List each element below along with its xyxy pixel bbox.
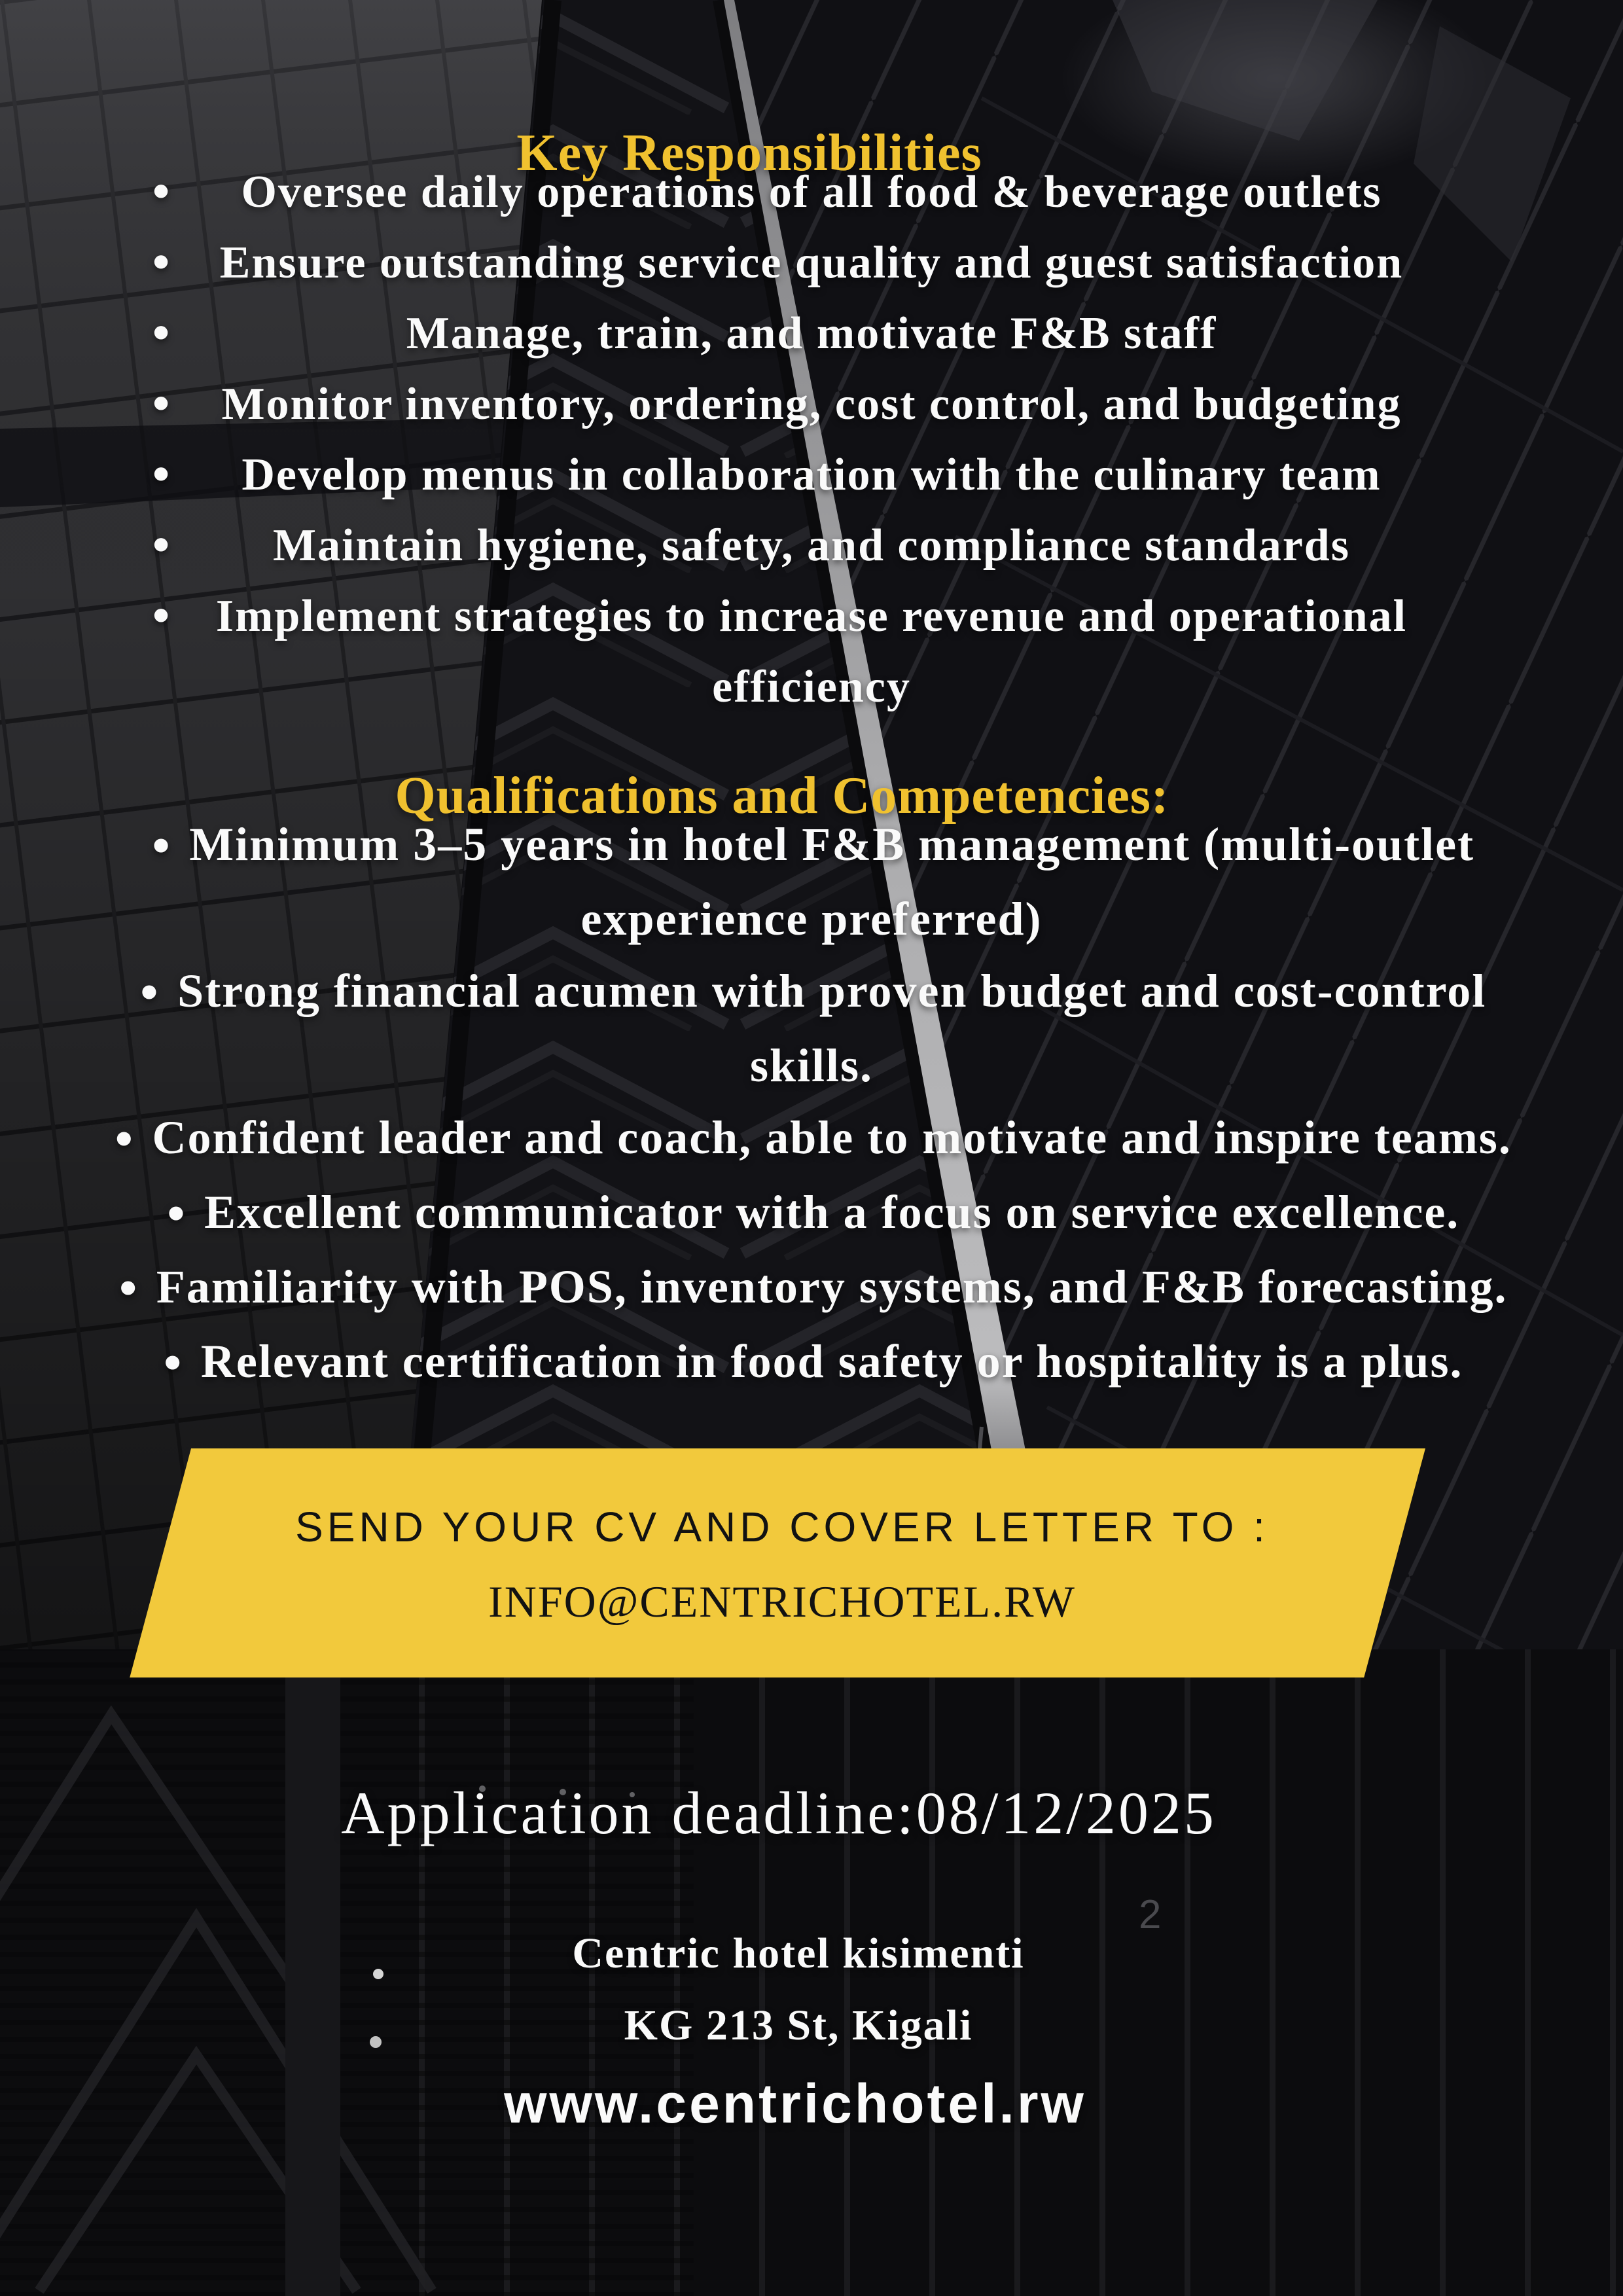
hotel-street: KG 213 St, Kigali	[624, 2001, 973, 2049]
bullet-icon: •	[149, 594, 175, 639]
responsibility-text: Ensure outstanding service quality and guest satisfaction	[219, 238, 1404, 288]
qualification-item	[85, 1102, 1538, 1176]
bullet-icon: •	[149, 241, 175, 285]
responsibility-text: Implement strategies to increase revenue and operational efficiency	[215, 591, 1408, 712]
bullet-icon: •	[111, 1117, 138, 1163]
website-url: www.centrichotel.rw	[504, 2073, 1086, 2134]
qualification-text: Familiarity with POS, inventory systems, and F&B forecasting.	[156, 1261, 1508, 1313]
bullet-icon: •	[115, 1266, 142, 1312]
responsibility-item	[149, 440, 1450, 511]
qualification-item	[85, 1325, 1538, 1400]
bullet-icon: •	[136, 971, 164, 1016]
responsibility-item	[149, 228, 1450, 298]
qualification-item	[85, 808, 1538, 955]
qualification-text: Confident leader and coach, able to motivate and inspire teams.	[152, 1111, 1512, 1164]
responsibility-text: Oversee daily operations of all food & beverage outlets	[241, 167, 1382, 217]
qualifications-heading: Qualifications and Competencies:	[395, 767, 1169, 825]
responsibility-item	[149, 157, 1450, 228]
responsibility-item	[149, 298, 1450, 369]
bullet-icon: •	[149, 382, 175, 427]
hotel-name: Centric hotel kisimenti	[572, 1929, 1025, 1977]
bullet-icon: •	[148, 824, 175, 870]
qualification-item	[85, 1251, 1538, 1325]
cta-banner-text	[167, 1491, 1397, 1640]
qualification-text: Excellent communicator with a focus on service excellence.	[204, 1186, 1460, 1238]
responsibility-text: Monitor inventory, ordering, cost control, and budgeting	[221, 379, 1402, 429]
responsibility-text: Develop menus in collaboration with the culinary team	[241, 450, 1382, 500]
qualification-text: Relevant certification in food safety or hospitality is a plus.	[200, 1335, 1463, 1388]
cta-email: INFO@CENTRICHOTEL.RW	[488, 1577, 1076, 1626]
bullet-icon: •	[163, 1192, 190, 1238]
bullet-icon: •	[149, 312, 175, 356]
responsibility-item	[149, 511, 1450, 581]
hotel-address-block	[0, 1918, 1610, 2062]
responsibility-text: Manage, train, and motivate F&B staff	[406, 308, 1217, 359]
bullet-icon: •	[149, 524, 175, 568]
qualification-item	[85, 1176, 1538, 1251]
responsibility-item	[149, 581, 1450, 723]
application-deadline: Application deadline:08/12/2025	[341, 1780, 1217, 1846]
bullet-icon: •	[149, 170, 175, 215]
qualification-item	[85, 955, 1538, 1102]
responsibilities-heading: Key Responsibilities	[516, 124, 982, 183]
background-digit: 2	[1139, 1892, 1162, 1937]
qualification-text: Strong financial acumen with proven budget and cost-control skills.	[177, 965, 1487, 1092]
responsibility-item	[149, 369, 1450, 440]
responsibilities-list	[149, 157, 1450, 723]
qualification-text: Minimum 3–5 years in hotel F&B management (multi-outlet experience preferred)	[189, 818, 1475, 945]
responsibility-text: Maintain hygiene, safety, and compliance standards	[273, 520, 1350, 571]
bullet-icon: •	[149, 453, 175, 497]
qualifications-list	[85, 808, 1538, 1400]
cta-line: SEND YOUR CV AND COVER LETTER TO :	[295, 1503, 1269, 1551]
bullet-icon: •	[160, 1341, 187, 1387]
